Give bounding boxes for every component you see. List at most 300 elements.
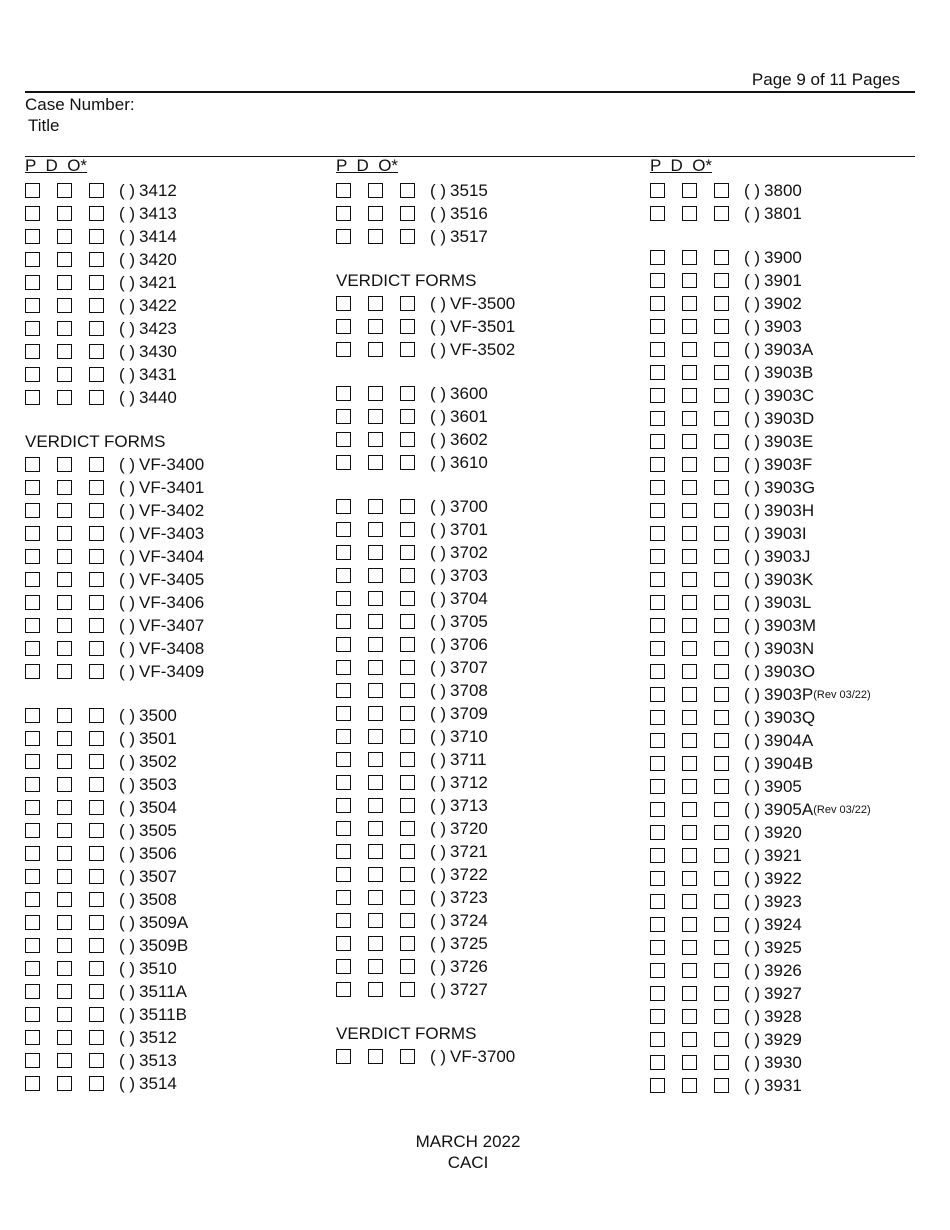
checkbox-o[interactable]: [714, 296, 729, 311]
checkbox-o[interactable]: [400, 614, 415, 629]
checkbox-o[interactable]: [400, 296, 415, 311]
checkbox-o[interactable]: [89, 572, 104, 587]
checkbox-p[interactable]: [25, 754, 40, 769]
checkbox-p[interactable]: [336, 637, 351, 652]
checkbox-p[interactable]: [25, 641, 40, 656]
checkbox-o[interactable]: [714, 1032, 729, 1047]
checkbox-d[interactable]: [368, 386, 383, 401]
checkbox-o[interactable]: [400, 206, 415, 221]
checkbox-o[interactable]: [400, 319, 415, 334]
checkbox-p[interactable]: [650, 503, 665, 518]
checkbox-p[interactable]: [650, 756, 665, 771]
checkbox-d[interactable]: [57, 480, 72, 495]
checkbox-p[interactable]: [650, 388, 665, 403]
checkbox-o[interactable]: [714, 1055, 729, 1070]
checkbox-d[interactable]: [368, 229, 383, 244]
checkbox-d[interactable]: [57, 1007, 72, 1022]
checkbox-d[interactable]: [682, 503, 697, 518]
checkbox-d[interactable]: [57, 526, 72, 541]
checkbox-p[interactable]: [336, 614, 351, 629]
checkbox-o[interactable]: [400, 522, 415, 537]
checkbox-d[interactable]: [368, 982, 383, 997]
checkbox-d[interactable]: [57, 892, 72, 907]
checkbox-o[interactable]: [89, 1053, 104, 1068]
checkbox-d[interactable]: [57, 618, 72, 633]
checkbox-p[interactable]: [25, 480, 40, 495]
checkbox-o[interactable]: [400, 229, 415, 244]
checkbox-p[interactable]: [650, 1032, 665, 1047]
checkbox-p[interactable]: [336, 409, 351, 424]
checkbox-p[interactable]: [25, 846, 40, 861]
checkbox-o[interactable]: [89, 1076, 104, 1091]
checkbox-o[interactable]: [400, 706, 415, 721]
checkbox-d[interactable]: [368, 455, 383, 470]
checkbox-p[interactable]: [650, 457, 665, 472]
checkbox-p[interactable]: [336, 386, 351, 401]
checkbox-p[interactable]: [25, 206, 40, 221]
checkbox-o[interactable]: [714, 986, 729, 1001]
checkbox-o[interactable]: [89, 390, 104, 405]
checkbox-p[interactable]: [25, 229, 40, 244]
checkbox-d[interactable]: [57, 731, 72, 746]
checkbox-d[interactable]: [57, 777, 72, 792]
checkbox-d[interactable]: [682, 342, 697, 357]
checkbox-o[interactable]: [400, 890, 415, 905]
checkbox-d[interactable]: [57, 229, 72, 244]
checkbox-o[interactable]: [400, 409, 415, 424]
checkbox-d[interactable]: [682, 940, 697, 955]
checkbox-d[interactable]: [682, 848, 697, 863]
checkbox-p[interactable]: [650, 434, 665, 449]
checkbox-d[interactable]: [368, 821, 383, 836]
checkbox-p[interactable]: [25, 664, 40, 679]
checkbox-p[interactable]: [336, 752, 351, 767]
checkbox-p[interactable]: [336, 296, 351, 311]
checkbox-p[interactable]: [25, 1053, 40, 1068]
checkbox-d[interactable]: [368, 342, 383, 357]
checkbox-p[interactable]: [650, 183, 665, 198]
checkbox-o[interactable]: [89, 892, 104, 907]
checkbox-p[interactable]: [25, 526, 40, 541]
checkbox-o[interactable]: [89, 526, 104, 541]
checkbox-d[interactable]: [368, 522, 383, 537]
checkbox-d[interactable]: [57, 800, 72, 815]
checkbox-p[interactable]: [336, 913, 351, 928]
checkbox-o[interactable]: [714, 940, 729, 955]
checkbox-o[interactable]: [89, 367, 104, 382]
checkbox-d[interactable]: [57, 595, 72, 610]
checkbox-o[interactable]: [714, 206, 729, 221]
checkbox-o[interactable]: [714, 273, 729, 288]
checkbox-p[interactable]: [25, 572, 40, 587]
checkbox-p[interactable]: [25, 344, 40, 359]
checkbox-d[interactable]: [57, 321, 72, 336]
checkbox-o[interactable]: [89, 321, 104, 336]
checkbox-o[interactable]: [714, 1009, 729, 1024]
checkbox-d[interactable]: [57, 183, 72, 198]
checkbox-o[interactable]: [89, 275, 104, 290]
checkbox-o[interactable]: [714, 572, 729, 587]
checkbox-o[interactable]: [714, 963, 729, 978]
checkbox-p[interactable]: [650, 733, 665, 748]
checkbox-d[interactable]: [57, 572, 72, 587]
checkbox-p[interactable]: [25, 1076, 40, 1091]
checkbox-p[interactable]: [650, 871, 665, 886]
checkbox-p[interactable]: [25, 549, 40, 564]
checkbox-d[interactable]: [682, 206, 697, 221]
checkbox-d[interactable]: [682, 365, 697, 380]
checkbox-o[interactable]: [89, 229, 104, 244]
checkbox-o[interactable]: [714, 664, 729, 679]
checkbox-o[interactable]: [714, 549, 729, 564]
checkbox-p[interactable]: [650, 319, 665, 334]
checkbox-o[interactable]: [89, 595, 104, 610]
checkbox-d[interactable]: [682, 733, 697, 748]
checkbox-o[interactable]: [714, 411, 729, 426]
checkbox-o[interactable]: [89, 800, 104, 815]
checkbox-o[interactable]: [89, 664, 104, 679]
checkbox-p[interactable]: [336, 591, 351, 606]
checkbox-d[interactable]: [57, 708, 72, 723]
checkbox-d[interactable]: [368, 959, 383, 974]
checkbox-p[interactable]: [650, 595, 665, 610]
checkbox-o[interactable]: [89, 618, 104, 633]
checkbox-o[interactable]: [400, 660, 415, 675]
checkbox-d[interactable]: [368, 890, 383, 905]
checkbox-d[interactable]: [682, 871, 697, 886]
checkbox-p[interactable]: [650, 710, 665, 725]
checkbox-p[interactable]: [336, 844, 351, 859]
checkbox-d[interactable]: [368, 706, 383, 721]
checkbox-p[interactable]: [336, 959, 351, 974]
checkbox-o[interactable]: [400, 936, 415, 951]
checkbox-p[interactable]: [650, 802, 665, 817]
checkbox-o[interactable]: [400, 386, 415, 401]
checkbox-o[interactable]: [400, 729, 415, 744]
checkbox-o[interactable]: [714, 1078, 729, 1093]
checkbox-p[interactable]: [25, 731, 40, 746]
checkbox-d[interactable]: [57, 1030, 72, 1045]
checkbox-p[interactable]: [336, 545, 351, 560]
checkbox-d[interactable]: [682, 825, 697, 840]
checkbox-p[interactable]: [336, 683, 351, 698]
checkbox-d[interactable]: [368, 319, 383, 334]
checkbox-p[interactable]: [336, 706, 351, 721]
checkbox-p[interactable]: [25, 1007, 40, 1022]
checkbox-p[interactable]: [25, 298, 40, 313]
checkbox-o[interactable]: [89, 206, 104, 221]
checkbox-p[interactable]: [336, 982, 351, 997]
checkbox-p[interactable]: [650, 917, 665, 932]
checkbox-d[interactable]: [57, 869, 72, 884]
checkbox-p[interactable]: [336, 821, 351, 836]
checkbox-p[interactable]: [25, 984, 40, 999]
checkbox-o[interactable]: [714, 342, 729, 357]
checkbox-p[interactable]: [650, 986, 665, 1001]
checkbox-d[interactable]: [57, 1053, 72, 1068]
checkbox-d[interactable]: [57, 938, 72, 953]
checkbox-o[interactable]: [400, 867, 415, 882]
checkbox-d[interactable]: [368, 660, 383, 675]
checkbox-o[interactable]: [400, 637, 415, 652]
checkbox-d[interactable]: [368, 1049, 383, 1064]
checkbox-o[interactable]: [89, 984, 104, 999]
checkbox-p[interactable]: [650, 572, 665, 587]
checkbox-p[interactable]: [650, 342, 665, 357]
checkbox-o[interactable]: [400, 432, 415, 447]
checkbox-d[interactable]: [682, 802, 697, 817]
checkbox-d[interactable]: [682, 687, 697, 702]
checkbox-d[interactable]: [368, 913, 383, 928]
checkbox-p[interactable]: [336, 660, 351, 675]
checkbox-d[interactable]: [368, 775, 383, 790]
checkbox-o[interactable]: [400, 568, 415, 583]
checkbox-o[interactable]: [714, 779, 729, 794]
checkbox-d[interactable]: [682, 250, 697, 265]
checkbox-d[interactable]: [682, 480, 697, 495]
checkbox-p[interactable]: [25, 503, 40, 518]
checkbox-o[interactable]: [400, 798, 415, 813]
checkbox-p[interactable]: [650, 641, 665, 656]
checkbox-o[interactable]: [714, 457, 729, 472]
checkbox-d[interactable]: [682, 710, 697, 725]
checkbox-d[interactable]: [682, 664, 697, 679]
checkbox-p[interactable]: [336, 499, 351, 514]
checkbox-d[interactable]: [682, 549, 697, 564]
checkbox-o[interactable]: [400, 913, 415, 928]
checkbox-d[interactable]: [57, 823, 72, 838]
checkbox-d[interactable]: [368, 867, 383, 882]
checkbox-p[interactable]: [336, 183, 351, 198]
checkbox-d[interactable]: [57, 275, 72, 290]
checkbox-p[interactable]: [336, 798, 351, 813]
checkbox-d[interactable]: [682, 917, 697, 932]
checkbox-p[interactable]: [336, 522, 351, 537]
checkbox-d[interactable]: [682, 986, 697, 1001]
checkbox-p[interactable]: [336, 432, 351, 447]
checkbox-p[interactable]: [25, 915, 40, 930]
checkbox-o[interactable]: [89, 344, 104, 359]
checkbox-p[interactable]: [336, 342, 351, 357]
checkbox-p[interactable]: [336, 729, 351, 744]
checkbox-p[interactable]: [650, 480, 665, 495]
checkbox-o[interactable]: [89, 754, 104, 769]
checkbox-d[interactable]: [57, 344, 72, 359]
checkbox-o[interactable]: [714, 802, 729, 817]
checkbox-d[interactable]: [682, 183, 697, 198]
checkbox-o[interactable]: [714, 388, 729, 403]
checkbox-d[interactable]: [682, 1032, 697, 1047]
checkbox-d[interactable]: [682, 894, 697, 909]
checkbox-o[interactable]: [714, 595, 729, 610]
checkbox-p[interactable]: [336, 890, 351, 905]
checkbox-o[interactable]: [714, 641, 729, 656]
checkbox-d[interactable]: [368, 936, 383, 951]
checkbox-d[interactable]: [57, 457, 72, 472]
checkbox-p[interactable]: [25, 390, 40, 405]
checkbox-d[interactable]: [682, 572, 697, 587]
checkbox-d[interactable]: [57, 664, 72, 679]
checkbox-p[interactable]: [25, 823, 40, 838]
checkbox-p[interactable]: [25, 183, 40, 198]
checkbox-d[interactable]: [57, 549, 72, 564]
checkbox-o[interactable]: [89, 708, 104, 723]
checkbox-o[interactable]: [714, 618, 729, 633]
checkbox-d[interactable]: [57, 961, 72, 976]
checkbox-o[interactable]: [89, 298, 104, 313]
checkbox-o[interactable]: [714, 825, 729, 840]
checkbox-o[interactable]: [714, 365, 729, 380]
checkbox-p[interactable]: [650, 664, 665, 679]
checkbox-o[interactable]: [400, 183, 415, 198]
checkbox-p[interactable]: [650, 848, 665, 863]
checkbox-p[interactable]: [650, 1055, 665, 1070]
checkbox-o[interactable]: [89, 641, 104, 656]
checkbox-d[interactable]: [368, 183, 383, 198]
checkbox-p[interactable]: [25, 457, 40, 472]
checkbox-o[interactable]: [89, 846, 104, 861]
checkbox-o[interactable]: [400, 455, 415, 470]
checkbox-p[interactable]: [25, 618, 40, 633]
checkbox-o[interactable]: [714, 710, 729, 725]
checkbox-p[interactable]: [650, 296, 665, 311]
checkbox-d[interactable]: [682, 273, 697, 288]
checkbox-o[interactable]: [714, 687, 729, 702]
checkbox-p[interactable]: [25, 1030, 40, 1045]
checkbox-o[interactable]: [400, 821, 415, 836]
checkbox-p[interactable]: [336, 319, 351, 334]
checkbox-d[interactable]: [368, 409, 383, 424]
checkbox-o[interactable]: [714, 183, 729, 198]
checkbox-d[interactable]: [682, 1078, 697, 1093]
checkbox-d[interactable]: [682, 526, 697, 541]
checkbox-p[interactable]: [25, 595, 40, 610]
checkbox-p[interactable]: [650, 1009, 665, 1024]
checkbox-p[interactable]: [25, 708, 40, 723]
checkbox-o[interactable]: [400, 499, 415, 514]
checkbox-d[interactable]: [57, 206, 72, 221]
checkbox-o[interactable]: [89, 457, 104, 472]
checkbox-o[interactable]: [714, 250, 729, 265]
checkbox-d[interactable]: [368, 798, 383, 813]
checkbox-d[interactable]: [368, 752, 383, 767]
checkbox-d[interactable]: [368, 844, 383, 859]
checkbox-o[interactable]: [714, 756, 729, 771]
checkbox-p[interactable]: [25, 367, 40, 382]
checkbox-o[interactable]: [89, 731, 104, 746]
checkbox-o[interactable]: [400, 752, 415, 767]
checkbox-d[interactable]: [682, 779, 697, 794]
checkbox-o[interactable]: [400, 959, 415, 974]
checkbox-o[interactable]: [400, 844, 415, 859]
checkbox-o[interactable]: [89, 1007, 104, 1022]
checkbox-p[interactable]: [336, 568, 351, 583]
checkbox-p[interactable]: [650, 365, 665, 380]
checkbox-p[interactable]: [650, 250, 665, 265]
checkbox-o[interactable]: [400, 1049, 415, 1064]
checkbox-o[interactable]: [400, 775, 415, 790]
checkbox-d[interactable]: [682, 388, 697, 403]
checkbox-p[interactable]: [650, 206, 665, 221]
checkbox-d[interactable]: [57, 367, 72, 382]
checkbox-o[interactable]: [89, 1030, 104, 1045]
checkbox-p[interactable]: [650, 779, 665, 794]
checkbox-o[interactable]: [714, 871, 729, 886]
checkbox-d[interactable]: [682, 296, 697, 311]
checkbox-o[interactable]: [714, 480, 729, 495]
checkbox-o[interactable]: [400, 683, 415, 698]
checkbox-p[interactable]: [650, 549, 665, 564]
checkbox-p[interactable]: [25, 869, 40, 884]
checkbox-p[interactable]: [25, 321, 40, 336]
checkbox-d[interactable]: [682, 319, 697, 334]
checkbox-o[interactable]: [714, 503, 729, 518]
checkbox-p[interactable]: [650, 273, 665, 288]
checkbox-o[interactable]: [89, 777, 104, 792]
checkbox-d[interactable]: [57, 1076, 72, 1091]
checkbox-o[interactable]: [400, 591, 415, 606]
checkbox-o[interactable]: [89, 938, 104, 953]
checkbox-p[interactable]: [25, 892, 40, 907]
checkbox-o[interactable]: [89, 183, 104, 198]
checkbox-d[interactable]: [368, 729, 383, 744]
checkbox-o[interactable]: [400, 545, 415, 560]
checkbox-o[interactable]: [714, 848, 729, 863]
checkbox-p[interactable]: [25, 275, 40, 290]
checkbox-d[interactable]: [682, 618, 697, 633]
checkbox-p[interactable]: [650, 526, 665, 541]
checkbox-d[interactable]: [57, 641, 72, 656]
checkbox-d[interactable]: [682, 963, 697, 978]
checkbox-o[interactable]: [89, 252, 104, 267]
checkbox-o[interactable]: [89, 480, 104, 495]
checkbox-d[interactable]: [368, 432, 383, 447]
checkbox-o[interactable]: [714, 917, 729, 932]
checkbox-o[interactable]: [714, 434, 729, 449]
checkbox-p[interactable]: [650, 687, 665, 702]
checkbox-d[interactable]: [57, 503, 72, 518]
checkbox-d[interactable]: [682, 457, 697, 472]
checkbox-p[interactable]: [336, 455, 351, 470]
checkbox-p[interactable]: [650, 963, 665, 978]
checkbox-d[interactable]: [682, 1055, 697, 1070]
checkbox-d[interactable]: [682, 756, 697, 771]
checkbox-o[interactable]: [714, 733, 729, 748]
checkbox-d[interactable]: [682, 641, 697, 656]
checkbox-p[interactable]: [25, 777, 40, 792]
checkbox-o[interactable]: [714, 526, 729, 541]
checkbox-d[interactable]: [57, 252, 72, 267]
checkbox-p[interactable]: [650, 894, 665, 909]
checkbox-o[interactable]: [89, 823, 104, 838]
checkbox-o[interactable]: [400, 982, 415, 997]
checkbox-d[interactable]: [368, 614, 383, 629]
checkbox-d[interactable]: [682, 1009, 697, 1024]
checkbox-o[interactable]: [714, 319, 729, 334]
checkbox-o[interactable]: [714, 894, 729, 909]
checkbox-p[interactable]: [336, 867, 351, 882]
checkbox-o[interactable]: [89, 915, 104, 930]
checkbox-d[interactable]: [368, 568, 383, 583]
checkbox-d[interactable]: [57, 298, 72, 313]
checkbox-o[interactable]: [89, 503, 104, 518]
checkbox-d[interactable]: [368, 545, 383, 560]
checkbox-d[interactable]: [368, 499, 383, 514]
checkbox-p[interactable]: [650, 1078, 665, 1093]
checkbox-o[interactable]: [400, 342, 415, 357]
checkbox-o[interactable]: [89, 961, 104, 976]
checkbox-p[interactable]: [25, 938, 40, 953]
